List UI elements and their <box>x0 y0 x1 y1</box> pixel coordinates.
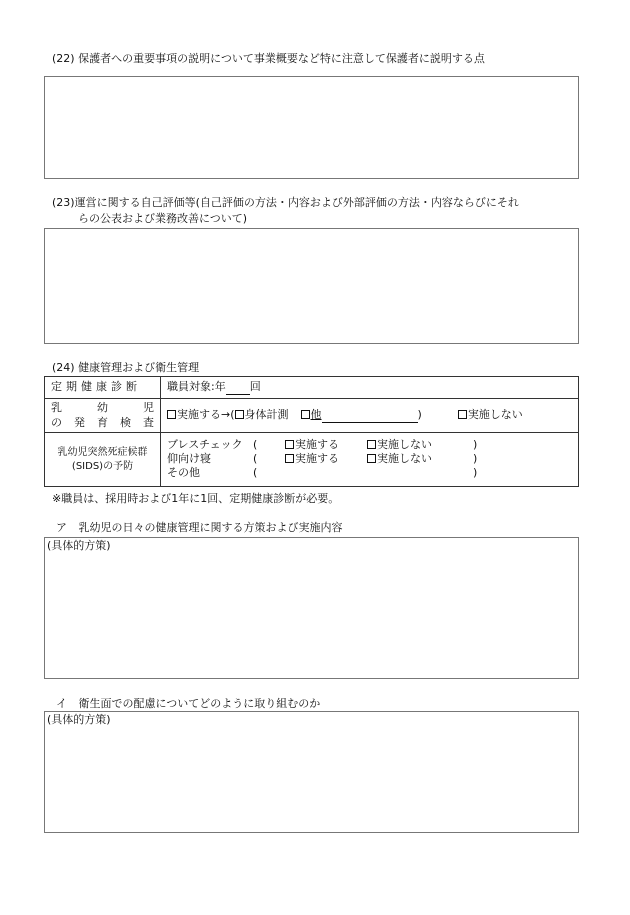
label-char: 検 <box>120 415 131 429</box>
q22-heading: (22) 保護者への重要事項の説明について事業概要など特に注意して保護者に説明する点 <box>52 52 485 65</box>
sub-i-answer-box[interactable] <box>44 711 579 833</box>
sub-a-answer-box[interactable] <box>44 537 579 679</box>
other-detail-field[interactable] <box>322 411 418 423</box>
q23-heading-line2: らの公表および業務改善について) <box>78 212 248 225</box>
sids-other-row <box>167 467 572 481</box>
breath-check-no-label: 実施しない <box>377 438 432 452</box>
sids-label-line1: 乳幼児突然死症候群 <box>57 447 148 458</box>
open-paren: ( <box>253 466 258 480</box>
staff-checkup-suffix: 回 <box>249 380 261 394</box>
open-paren: ( <box>253 438 258 452</box>
q23-heading-line1: (23)運営に関する自己評価等(自己評価の方法・内容および外部評価の方法・内容ならびにそれ <box>52 196 519 209</box>
close-paren: ) <box>473 466 478 480</box>
supine-sleep-yes-checkbox[interactable] <box>285 454 294 463</box>
other-checkbox[interactable] <box>301 410 310 419</box>
implement-checkbox[interactable] <box>167 410 176 419</box>
implement-label: 実施する→( <box>177 408 235 422</box>
close-paren: ) <box>473 438 478 452</box>
breath-check-label: ブレスチェック <box>167 438 243 452</box>
sub-i-heading: イ 衛生面での配慮についてどのように取り組むのか <box>56 697 321 710</box>
open-paren: ( <box>253 452 258 466</box>
sub-a-heading: ア 乳幼児の日々の健康管理に関する方策および実施内容 <box>56 521 343 534</box>
growth-check-label-bottom <box>45 416 160 431</box>
supine-sleep-no-label: 実施しない <box>377 452 432 466</box>
checkup-label <box>45 380 160 395</box>
label-char: 査 <box>143 415 154 429</box>
staff-checkup-prefix: 職員対象:年 <box>167 380 226 394</box>
label-char: 幼 <box>97 400 108 414</box>
checkup-note: ※職員は、採用時および1年に1回、定期健康診断が必要。 <box>52 492 340 505</box>
body-measure-label: 身体計測 <box>244 408 289 422</box>
breath-check-yes-checkbox[interactable] <box>285 440 294 449</box>
breath-check-row <box>167 439 572 453</box>
label-char: 発 <box>74 415 85 429</box>
not-implement-label: 実施しない <box>467 408 523 422</box>
checkup-label-cell <box>45 377 161 399</box>
label-char: 乳 <box>51 400 62 414</box>
not-implement-checkbox[interactable] <box>458 410 467 419</box>
breath-check-yes-label: 実施する <box>295 438 339 452</box>
growth-check-label-top <box>45 401 160 416</box>
other-label: 他 <box>310 408 322 422</box>
q24-heading: (24) 健康管理および衛生管理 <box>52 361 200 374</box>
times-per-year-field[interactable] <box>226 383 250 395</box>
close-paren: ) <box>417 408 422 422</box>
sids-label-cell <box>45 433 161 487</box>
body-measure-checkbox[interactable] <box>235 410 244 419</box>
sub-a-box-label: (具体的方策) <box>47 539 111 552</box>
label-char: 育 <box>97 415 108 429</box>
sids-other-label: その他 <box>167 466 200 480</box>
sids-label-line2: (SIDS)の予防 <box>71 460 134 472</box>
supine-sleep-label: 仰向け寝 <box>167 452 211 466</box>
checkup-label-text: 定期健康診断 <box>51 380 141 394</box>
label-char: の <box>51 415 62 429</box>
q22-answer-box[interactable] <box>44 76 579 179</box>
sids-options-cell <box>161 433 579 487</box>
supine-sleep-yes-label: 実施する <box>295 452 339 466</box>
label-char: 児 <box>143 400 154 414</box>
close-paren: ) <box>473 452 478 466</box>
checkup-value-cell <box>161 377 579 399</box>
growth-check-options-cell <box>161 399 579 433</box>
breath-check-no-checkbox[interactable] <box>367 440 376 449</box>
supine-sleep-row <box>167 453 572 467</box>
health-management-table <box>44 376 579 487</box>
growth-check-label-cell <box>45 399 161 433</box>
supine-sleep-no-checkbox[interactable] <box>367 454 376 463</box>
q23-answer-box[interactable] <box>44 228 579 344</box>
sub-i-box-label: (具体的方策) <box>47 713 111 726</box>
